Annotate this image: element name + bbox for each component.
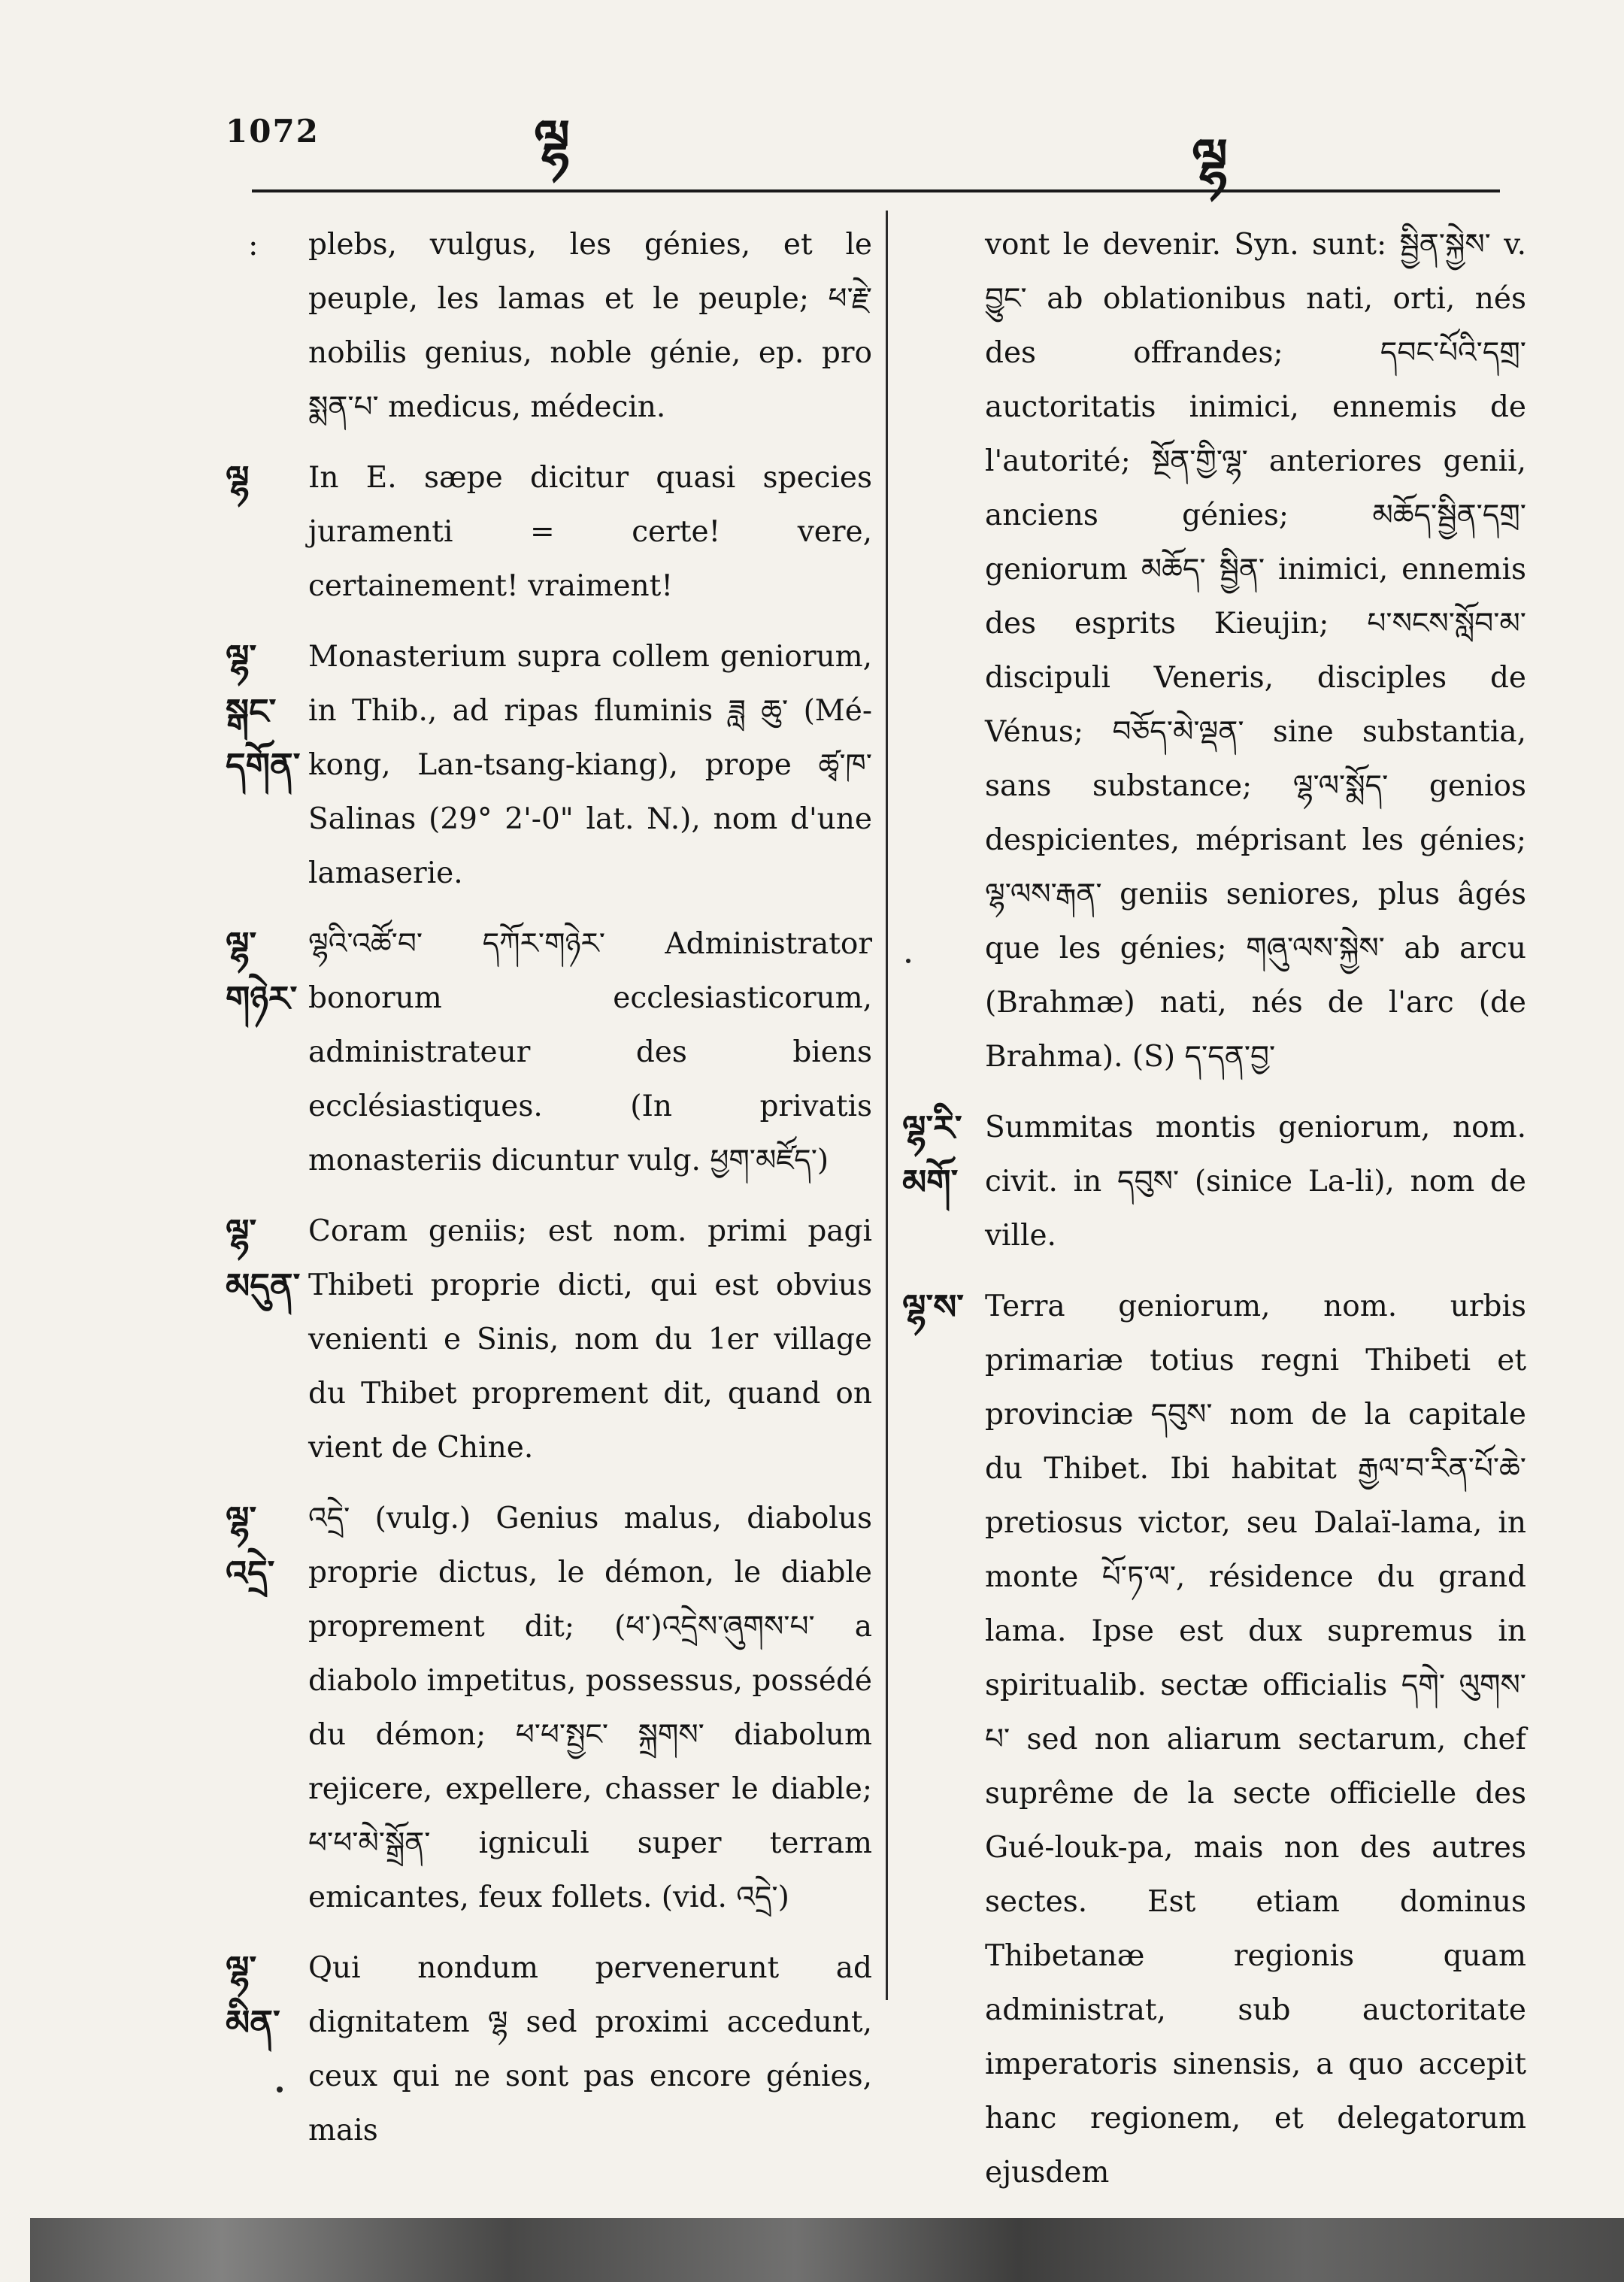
- entry-headword: ལྷ་ས་: [902, 1286, 964, 1327]
- entry-text: Summitas montis geniorum, nom. civit. in དབུས་ (sinice La-li), nom de ville.: [985, 1111, 1526, 1253]
- entry-headword: ལྷ་སྒང་དགོན་: [226, 637, 301, 786]
- entry-text: plebs, vulgus, les génies, et le peuple, les lamas et le peuple; ཕ་རྗེ་ nobilis genius, noble génie, ep. pro སྨན་པ་ medicus, médecin.: [308, 228, 872, 424]
- entry-text: ལྷའི་འཚོ་བ་ དཀོར་གཉེར་ Administrator bonorum ecclesiasticorum, administrateur des biens ecclésiastiques. (In privatis monasteriis dicuntur vulg. ཕྱག་མཛོད་): [308, 927, 872, 1177]
- dictionary-entry: [226, 1205, 872, 1475]
- column-separator: [886, 211, 888, 2000]
- margin-mark: :: [248, 228, 259, 262]
- entry-text: འདྲེ་ (vulg.) Genius malus, diabolus proprie dictus, le démon, le diable proprement dit; (ཕ་)འདྲེས་ཞུགས་པ་ a diabolo impetitus, possessus, possédé du démon; ཕ་ཕ་སྤྱང་ སྐྲགས་ diabolum rejicere, expellere, chasser le diable; ཕ་ཕ་མེ་སྒྲོན་ igniculi super terram emicantes, feux follets. (vid. འདྲེ་): [308, 1502, 872, 1914]
- dictionary-entry: [226, 451, 872, 614]
- entry-headword: ལྷ་གཉེར་: [226, 924, 298, 1019]
- dictionary-entry: [226, 630, 872, 901]
- entry-headword: ལྷ་མདུན་: [226, 1211, 301, 1306]
- dictionary-entry: [902, 218, 1526, 1084]
- dictionary-entry: [226, 1941, 872, 2158]
- entry-text: vont le devenir. Syn. sunt: སྦྱིན་སྐྱེས་ v. བྱུང་ ab oblationibus nati, orti, nés des offrandes; དབང་པོའི་དགྲ་ auctoritatis inimici, ennemis de l'autorité; སྔོན་གྱི་ལྷ་ anteriores genii, anciens génies; མཆོད་སྦྱིན་དགྲ་ geniorum མཆོད་ སྦྱིན་ inimici, ennemis des esprits Kieujin; པ་སངས་སློབ་མ་ discipuli Veneris, disciples de Vénus; བཅོད་མེ་ལྡན་ sine substantia, sans substance; ལྷ་ལ་སྨོད་ genios despicientes, méprisant les génies; ལྷ་ལས་རྒན་ geniis seniores, plus âgés que les génies; གཞུ་ལས་སྐྱེས་ ab arcu (Brahmæ) nati, nés de l'arc (de Brahma). (S) ད་དན་བྱ་: [985, 228, 1526, 1074]
- left-column: [226, 218, 872, 2174]
- entry-headword: ལྷ་འདྲེ་: [226, 1499, 275, 1593]
- dictionary-entry: [902, 1280, 1526, 2200]
- page-header: [0, 0, 1624, 211]
- entry-text: Qui nondum pervenerunt ad dignitatem ལྷ sed proximi accedunt, ceux qui ne sont pas encore génies, mais: [308, 1951, 872, 2147]
- scan-speck: [277, 2087, 283, 2093]
- entry-text: Coram geniis; est nom. primi pagi Thibeti proprie dicti, qui est obvius venienti e Sinis, nom du 1er village du Thibet proprement dit, quand on vient de Chine.: [308, 1214, 872, 1465]
- dictionary-entry: [226, 917, 872, 1188]
- entry-headword: ལྷ: [226, 458, 250, 499]
- scan-edge-band: [30, 2218, 1624, 2282]
- left-running-headword: ལྷ: [534, 108, 571, 170]
- entry-text: In E. sæpe dicitur quasi species juramenti = certe! vere, certainement! vraiment!: [308, 461, 872, 603]
- dictionary-entry: [226, 1492, 872, 1925]
- header-rule: [252, 189, 1500, 192]
- entry-text: Terra geniorum, nom. urbis primariæ totius regni Thibeti et provinciæ དབུས་ nom de la capitale du Thibet. Ibi habitat རྒྱལ་བ་རིན་པོ་ཆེ་ pretiosus victor, seu Dalaï-lama, in monte པོ་ཏ་ལ་, résidence du grand lama. Ipse est dux supremus in spiritualib. sectæ officialis དགེ་ ལུགས་པ་ sed non aliarum sectarum, chef suprême de la secte officielle des Gué-louk-pa, mais non des autres sectes. Est etiam dominus Thibetanæ regionis quam administrat, sub auctoritate imperatoris sinensis, a quo accepit hanc regionem, et delegatorum ejusdem: [985, 1289, 1526, 2190]
- entry-headword: ལྷ་མིན་: [226, 1948, 280, 2043]
- page-number: 1072: [226, 113, 320, 150]
- entry-headword: ལྷ་རི་མགོ་: [902, 1108, 962, 1202]
- scan-speck: [906, 959, 910, 963]
- entry-text: Monasterium supra collem geniorum, in Thib., ad ripas fluminis ཟླ ཆུ་ (Mé-kong, Lan-tsang-kiang), prope ཚྭ་ཁ་ Salinas (29° 2'-0" lat. N.), nom d'une lamaserie.: [308, 640, 872, 890]
- right-column: [902, 218, 1526, 2217]
- dictionary-entry: [226, 218, 872, 435]
- right-running-headword: ལྷ: [1192, 126, 1229, 189]
- dictionary-entry: [902, 1101, 1526, 1263]
